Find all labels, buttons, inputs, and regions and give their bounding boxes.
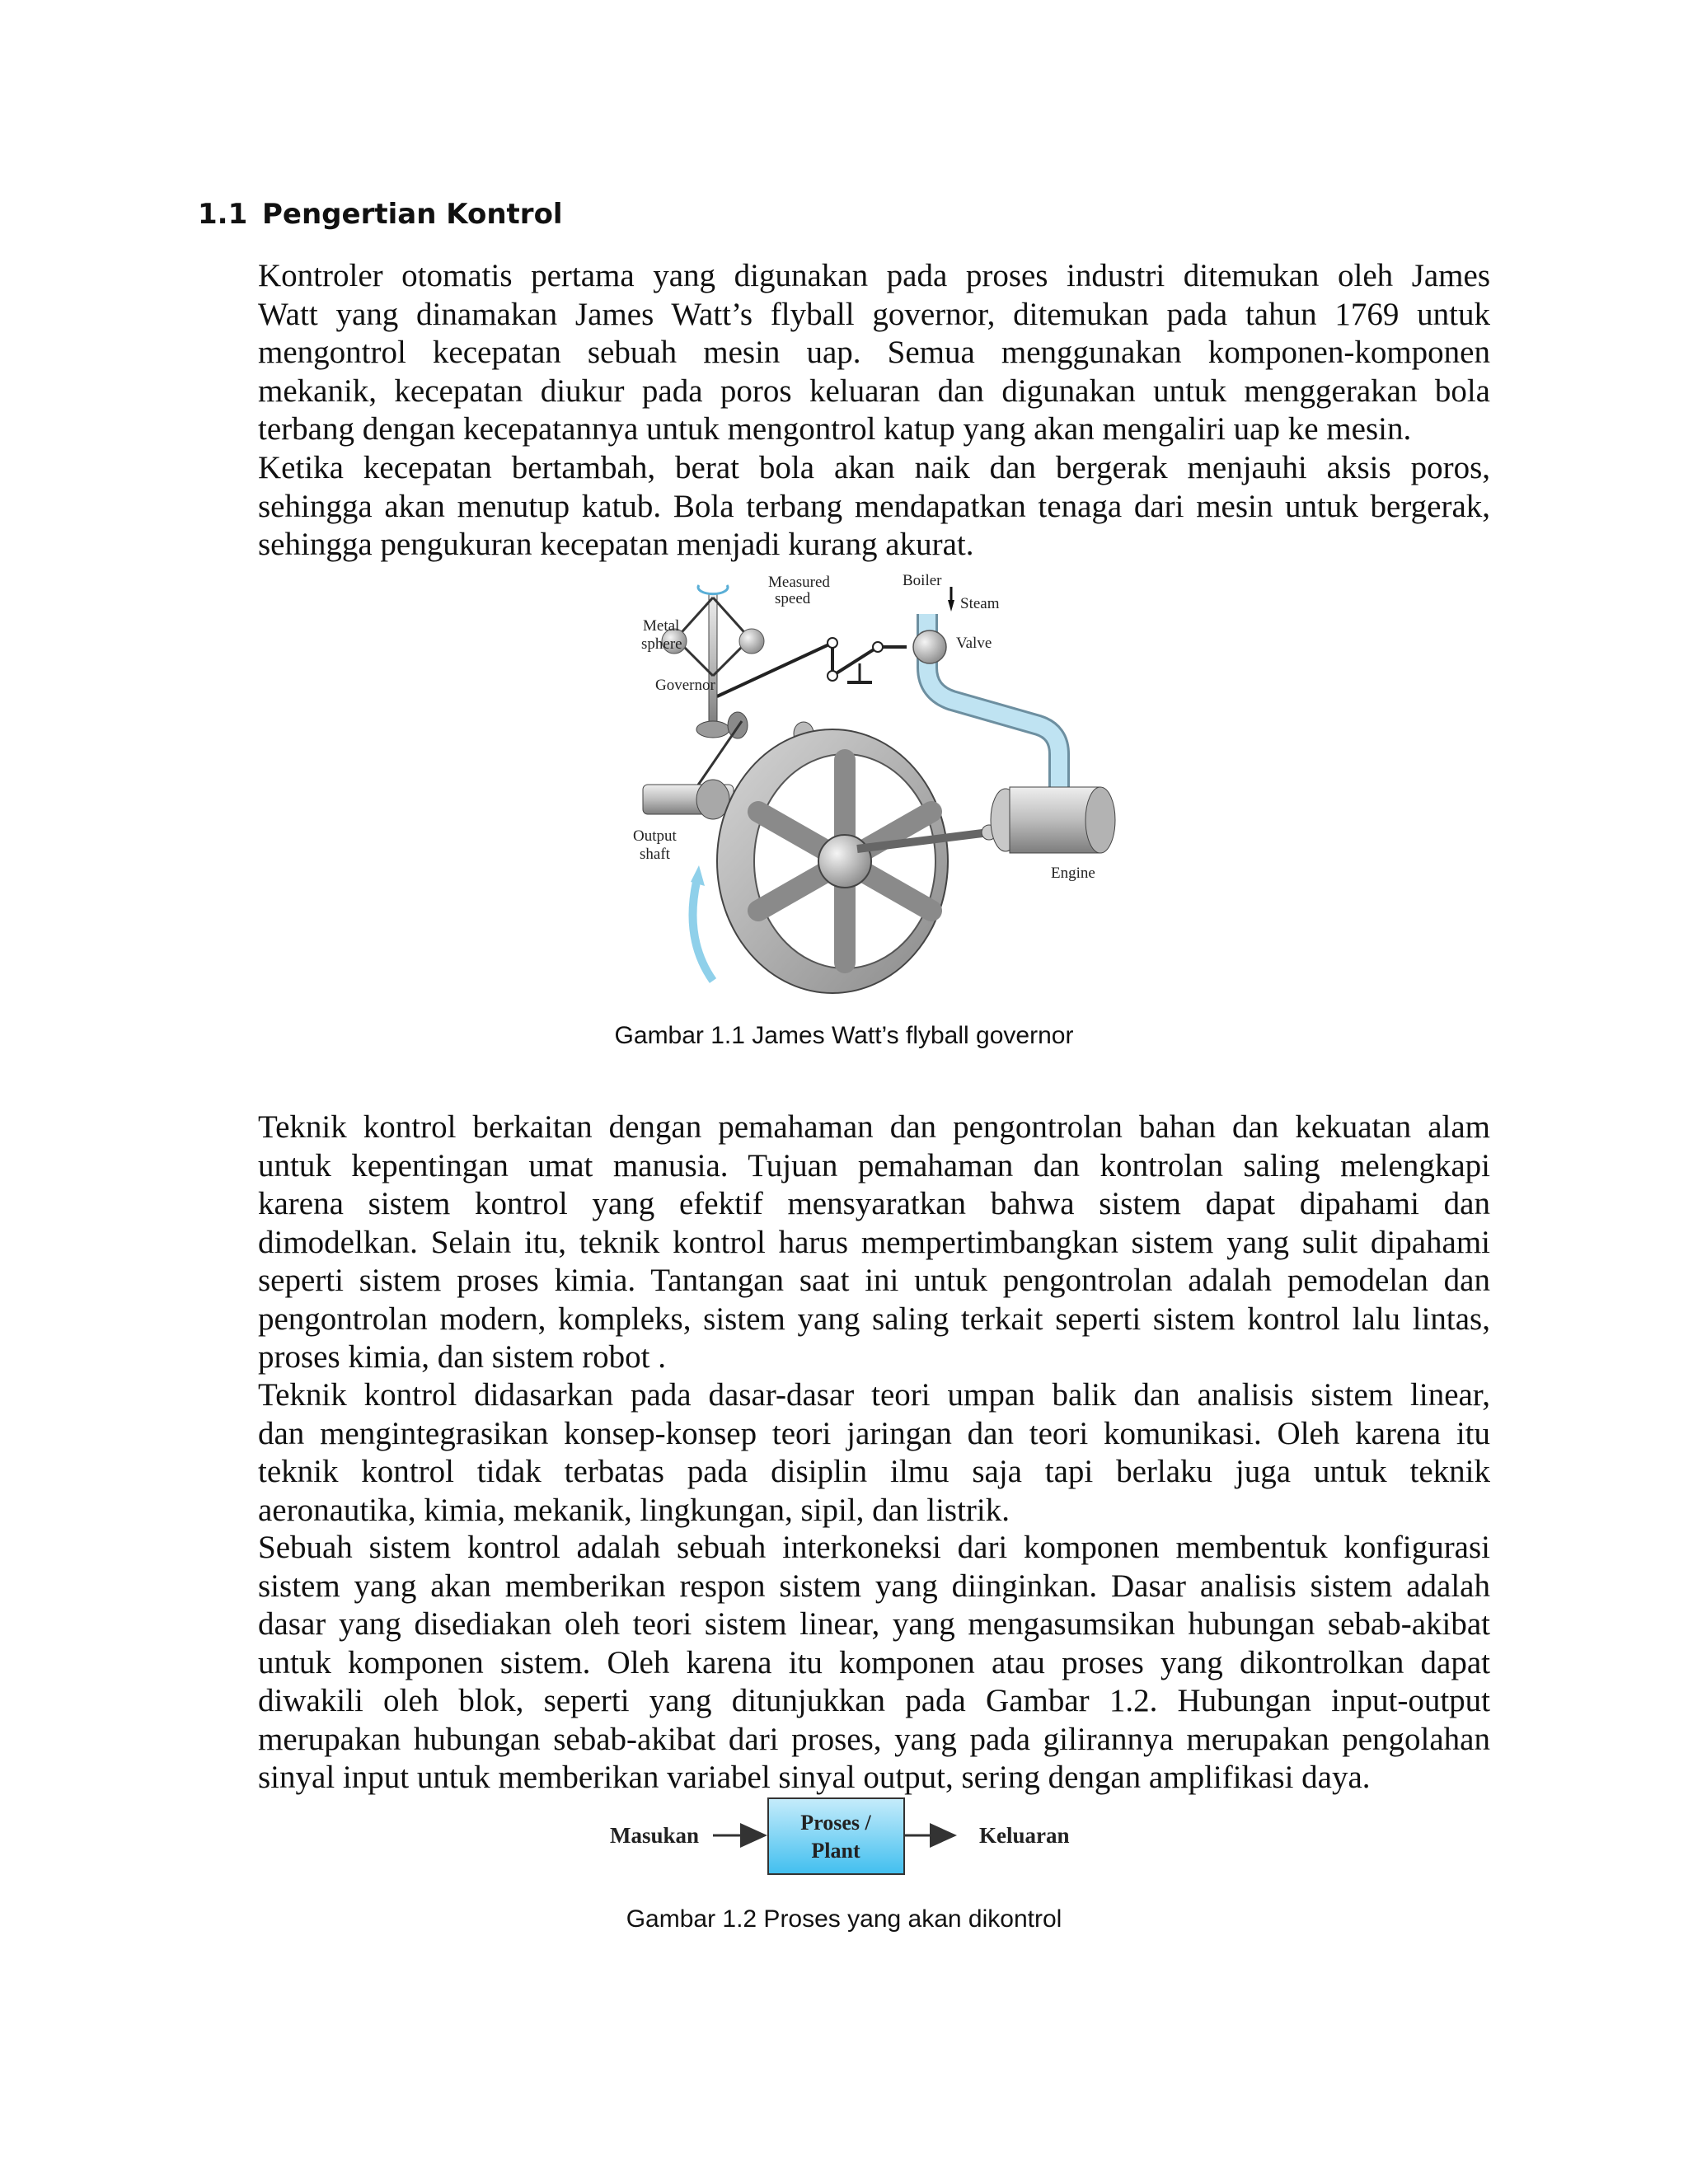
- section-heading: [198, 198, 563, 231]
- text-line: Teknik kontrol berkaitan dengan pemahaman dan pengontrolan bahan dan kekuatan alam: [258, 1109, 1490, 1145]
- direction-arrow-icon: [693, 882, 714, 981]
- text-line: sinyal input untuk memberikan variabel sinyal output, sering dengan amplifikasi daya.: [258, 1760, 1371, 1795]
- text-line: dasar yang disediakan oleh teori sistem linear, yang mengasumsikan hubungan sebab-akibat: [258, 1606, 1490, 1642]
- label-shaft: shaft: [640, 846, 670, 863]
- text-line: Watt yang dinamakan James Watt’s flyball governor, ditemukan pada tahun 1769 untuk: [258, 296, 1490, 332]
- text-line: mengontrol kecepatan sebuah mesin uap. Semua menggunakan komponen-komponen: [258, 335, 1490, 370]
- label-measured: Measured: [768, 574, 830, 591]
- block-label-line1: Proses /: [800, 1811, 871, 1835]
- flyball-governor-illustration: [626, 569, 1137, 1014]
- figure-2-caption: Gambar 1.2 Proses yang akan dikontrol: [626, 1905, 1062, 1933]
- label-speed: speed: [775, 590, 811, 607]
- governor-spindle: [709, 593, 717, 725]
- text-line: untuk komponen sistem. Oleh karena itu komponen atau proses yang dikontrolkan dapat: [258, 1644, 1490, 1680]
- label-metal: Metal: [643, 617, 680, 635]
- section-title: Pengertian Kontrol: [262, 198, 563, 231]
- text-line: Teknik kontrol didasarkan pada dasar-dasar teori umpan balik dan analisis sistem linear,: [258, 1377, 1490, 1413]
- paragraph-4: [258, 1376, 1490, 1530]
- label-output: Output: [633, 827, 677, 845]
- text-line: Kontroler otomatis pertama yang digunakan pada proses industri ditemukan oleh James: [258, 258, 1490, 293]
- flywheel-hub: [818, 835, 871, 888]
- rotation-arrow-icon: [698, 585, 728, 594]
- metal-sphere-right: [739, 629, 764, 654]
- label-boiler: Boiler: [903, 572, 942, 589]
- bevel-gear-icon: [696, 721, 729, 738]
- text-line: dimodelkan. Selain itu, teknik kontrol harus mempertimbangkan sistem yang sulit dipahami: [258, 1224, 1490, 1260]
- paragraph-2: [258, 449, 1490, 565]
- paragraph-3: [258, 1108, 1490, 1377]
- text-line: sehingga pengukuran kecepatan menjadi kurang akurat.: [258, 527, 974, 562]
- text-line: sehingga akan menutup katub. Bola terbang mendapatkan tenaga dari mesin untuk bergerak,: [258, 488, 1490, 524]
- paragraph-1: [258, 257, 1490, 449]
- text-line: teknik kontrol tidak terbatas pada disiplin ilmu saja tapi berlaku juga untuk teknik: [258, 1454, 1490, 1489]
- text-line: sistem yang akan memberikan respon sistem yang diinginkan. Dasar analisis sistem adalah: [258, 1568, 1490, 1604]
- text-line: mekanik, kecepatan diukur pada poros keluaran dan digunakan untuk menggerakan bola: [258, 373, 1490, 409]
- block-label-line2: Plant: [811, 1839, 860, 1863]
- label-valve: Valve: [956, 635, 992, 652]
- text-line: pengontrolan modern, kompleks, sistem yang saling terkait seperti sistem kontrol lalu lintas,: [258, 1301, 1490, 1337]
- text-line: terbang dengan kecepatannya untuk mengontrol katup yang akan mengaliri uap ke mesin.: [258, 411, 1412, 447]
- text-line: proses kimia, dan sistem robot .: [258, 1339, 667, 1375]
- input-label: Masukan: [610, 1823, 700, 1848]
- label-engine: Engine: [1051, 865, 1095, 882]
- text-line: dan mengintegrasikan konsep-konsep teori jaringan dan teori komunikasi. Oleh karena itu: [258, 1415, 1490, 1451]
- valve-icon: [913, 630, 946, 663]
- label-governor: Governor: [655, 677, 715, 694]
- process-block-diagram: [577, 1788, 1121, 1887]
- figure-1-caption: Gambar 1.1 James Watt’s flyball governor: [614, 1022, 1074, 1049]
- section-number: 1.1: [198, 198, 248, 231]
- label-steam: Steam: [960, 595, 1000, 612]
- label-sphere: sphere: [641, 635, 682, 653]
- text-line: seperti sistem proses kimia. Tantangan saat ini untuk pengontrolan adalah pemodelan dan: [258, 1263, 1490, 1298]
- paragraph-5: [258, 1529, 1490, 1797]
- text-line: karena sistem kontrol yang efektif mensyaratkan bahwa sistem dapat dipahami dan: [258, 1186, 1490, 1221]
- text-line: merupakan hubungan sebab-akibat dari proses, yang pada gilirannya merupakan pengolahan: [258, 1721, 1490, 1757]
- text-line: Ketika kecepatan bertambah, berat bola akan naik dan bergerak menjauhi aksis poros,: [258, 450, 1490, 485]
- text-line: Sebuah sistem kontrol adalah sebuah interkoneksi dari komponen membentuk konfigurasi: [258, 1530, 1490, 1565]
- steam-arrow-icon: [948, 600, 954, 612]
- text-line: aeronautika, kimia, mekanik, lingkungan, sipil, dan listrik.: [258, 1492, 1010, 1528]
- text-line: untuk kepentingan umat manusia. Tujuan pemahaman dan kontrolan saling melengkapi: [258, 1147, 1490, 1183]
- text-line: diwakili oleh blok, seperti yang ditunjukkan pada Gambar 1.2. Hubungan input-output: [258, 1683, 1490, 1718]
- process-block: [768, 1798, 904, 1874]
- output-label: Keluaran: [979, 1823, 1070, 1848]
